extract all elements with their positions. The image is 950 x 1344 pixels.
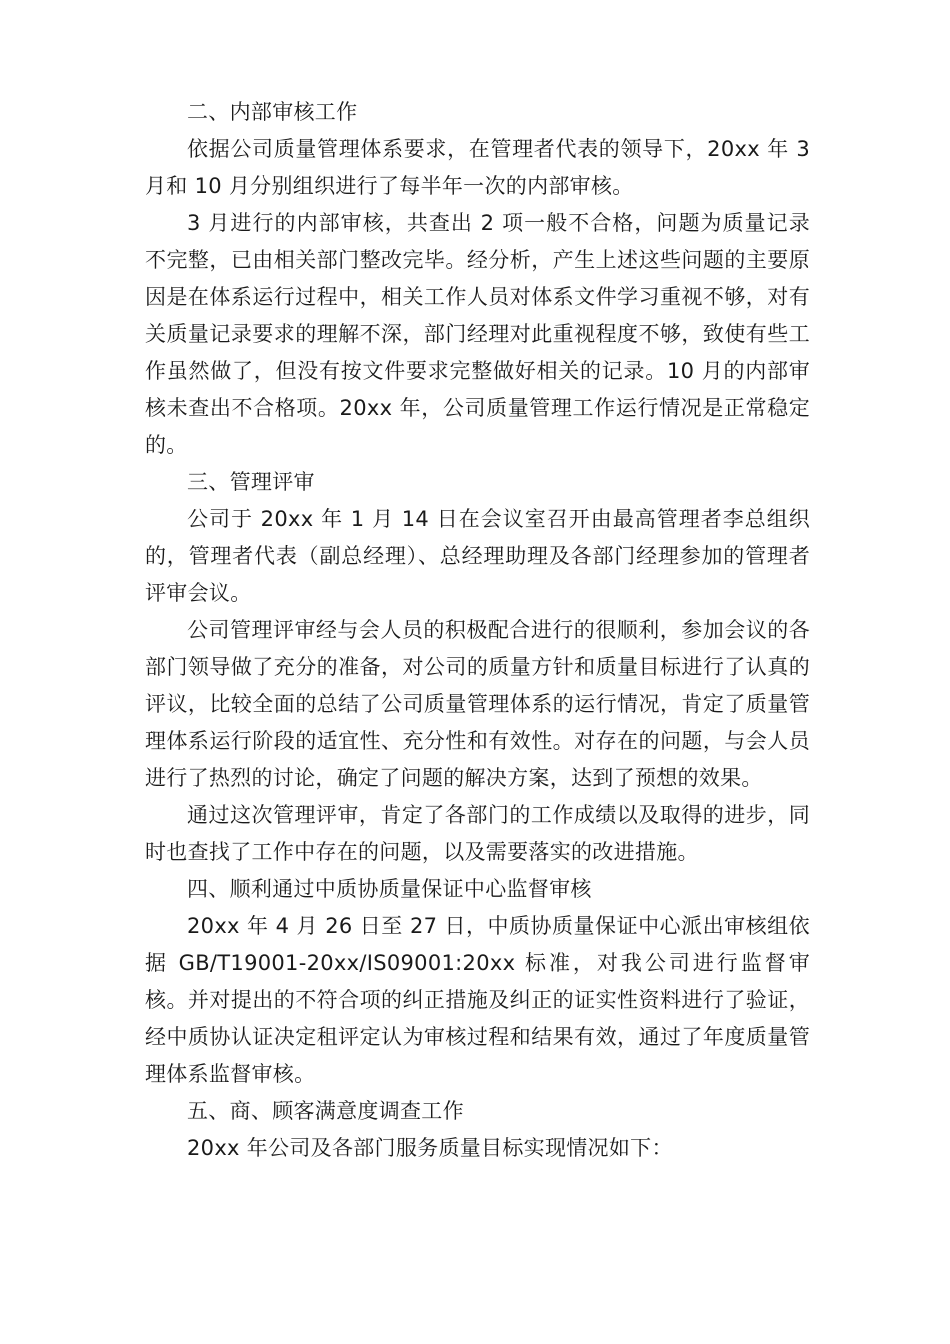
section-heading-internal-audit: 二、内部审核工作 <box>187 100 358 124</box>
section-heading-management-review: 三、管理评审 <box>187 470 315 494</box>
paragraph-review-process: 公司管理评审经与会人员的积极配合进行的很顺利，参加会议的各部门领导做了充分的准备，对公司的质量方针和质量目标进行了认真的评议，比较全面的总结了公司质量管理体系的运行情况，肯定了质量管理体系运行阶段的适宜性、充分性和有效性。对存在的问题，与会人员进行了热烈的讨论，确定了问题的解决方案，达到了预想的效果。 <box>145 618 810 790</box>
section-heading-satisfaction-survey: 五、商、顾客满意度调查工作 <box>187 1099 464 1123</box>
document-body <box>145 94 810 1167</box>
paragraph-march-audit: 3 月进行的内部审核，共查出 2 项一般不合格，问题为质量记录不完整，已由相关部门整改完毕。经分析，产生上述这些问题的主要原因是在体系运行过程中，相关工作人员对体系文件学习重视不够，对有关质量记录要求的理解不深，部门经理对此重视程度不够，致使有些工作虽然做了，但没有按文件要求完整做好相关的记录。10 月的内部审核未查出不合格项。20xx 年，公司质量管理工作运行情况是正常稳定的。 <box>145 211 810 457</box>
paragraph-supervision-audit: 20xx 年 4 月 26 日至 27 日，中质协质量保证中心派出审核组依据 GB/T19001-20xx/IS09001:20xx 标准，对我公司进行监督审核。并对提出的不符合项的纠正措施及纠正的证实性资料进行了验证，经中质协认证决定租评定认为审核过程和结果有效，通过了年度质量管理体系监督审核。 <box>145 914 810 1086</box>
paragraph-service-targets: 20xx 年公司及各部门服务质量目标实现情况如下： <box>187 1136 673 1160</box>
paragraph-audit-basis: 依据公司质量管理体系要求，在管理者代表的领导下，20xx 年 3 月和 10 月分别组织进行了每半年一次的内部审核。 <box>145 137 810 198</box>
paragraph-review-outcome: 通过这次管理评审，肯定了各部门的工作成绩以及取得的进步，同时也查找了工作中存在的问题，以及需要落实的改进措施。 <box>145 803 810 864</box>
section-heading-supervision-audit: 四、顺利通过中质协质量保证中心监督审核 <box>187 877 592 901</box>
paragraph-review-meeting: 公司于 20xx 年 1 月 14 日在会议室召开由最高管理者李总组织的，管理者代表（副总经理）、总经理助理及各部门经理参加的管理者评审会议。 <box>145 507 810 605</box>
